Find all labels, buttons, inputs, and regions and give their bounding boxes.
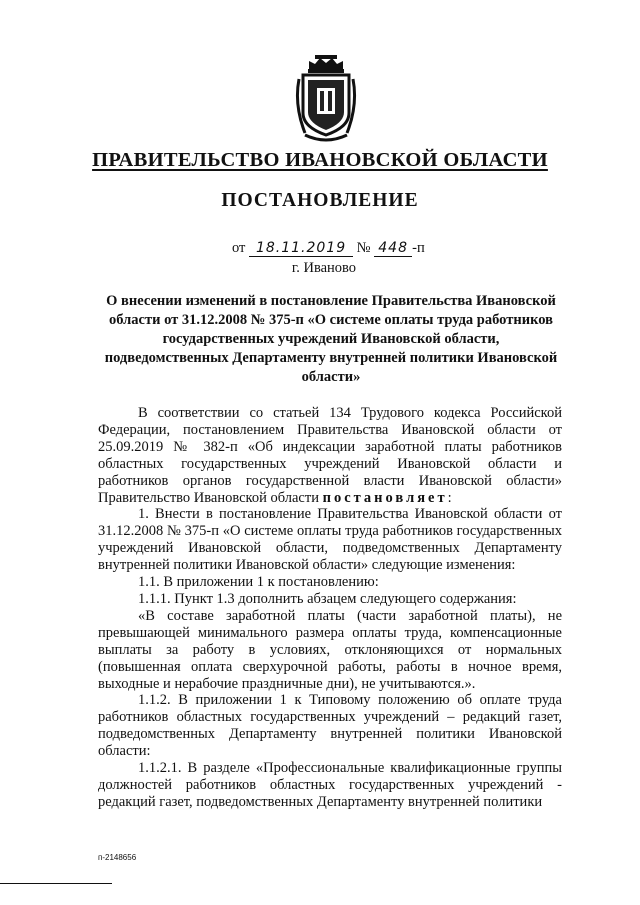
coat-of-arms-icon <box>295 55 357 143</box>
footer-divider <box>0 883 112 884</box>
preamble-text: В соответствии со статьей 134 Трудового кодекса Российской Федерации, постановлением Правительства Ивановской области от 25.09.2019 № 382-п «Об индексации заработной платы работников областных государственных учреждений Ивановской области и работников органов государственной власти Ивановской области» Правительство Ивановской области <box>98 405 562 506</box>
paragraph-1-1-1: 1.1.1. Пункт 1.3 дополнить абзацем следующего содержания: <box>138 590 517 607</box>
handwritten-date: 18.11.2019 <box>249 240 353 257</box>
paragraph-preamble <box>98 405 562 506</box>
document-type: ПОСТАНОВЛЕНИЕ <box>221 190 419 211</box>
city: г. Иваново <box>291 260 357 276</box>
decree-word: постановляет <box>322 489 448 506</box>
handwritten-number: 448 <box>374 240 412 257</box>
document-code: п-2148656 <box>98 853 137 862</box>
paragraph-1-1-2-1: 1.1.2.1. В разделе «Профессиональные квалификационные группы должностей работников областных государственных учреждений - редакций газет, подведомственных Департаменту внутренней политики <box>98 760 562 810</box>
number-sign: № <box>356 240 371 256</box>
preamble-colon: : <box>447 489 452 506</box>
paragraph-1: 1. Внести в постановление Правительства Ивановской области от 31.12.2008 № 375-п «О системе оплаты труда работников государственных учреждений Ивановской области, подведомственных Департаменту внутренней политики Ивановской области» следующие изменения: <box>98 506 562 574</box>
paragraph-1-1-2: 1.1.2. В приложении 1 к Типовому положению об оплате труда работников областных государственных учреждений – редакций газет, подведомственных Департаменту внутренней политики Ивановской области: <box>98 692 562 760</box>
document-title: О внесении изменений в постановление Правительства Ивановской области от 31.12.2008 № 375-п «О системе оплаты труда работников государственных учреждений Ивановской области, подведомственных Департаменту внутренней политики Ивановской области» <box>104 293 558 385</box>
paragraph-quote: «В составе заработной платы (части заработной платы), не превышающей минимального размера оплаты труда, компенсационные выплаты за работу в условиях, отклоняющихся от нормальных (повышенная оплата сверхурочной работы, работы в ночное время, выходные и нерабочие праздничные дни), не учитываются.». <box>98 607 562 692</box>
organization-name: ПРАВИТЕЛЬСТВО ИВАНОВСКОЙ ОБЛАСТИ <box>92 149 548 171</box>
date-number-line <box>232 240 425 257</box>
number-suffix: -п <box>412 240 425 256</box>
document-body <box>98 405 562 811</box>
paragraph-1-1: 1.1. В приложении 1 к постановлению: <box>138 574 379 591</box>
date-prefix: от <box>232 240 246 256</box>
